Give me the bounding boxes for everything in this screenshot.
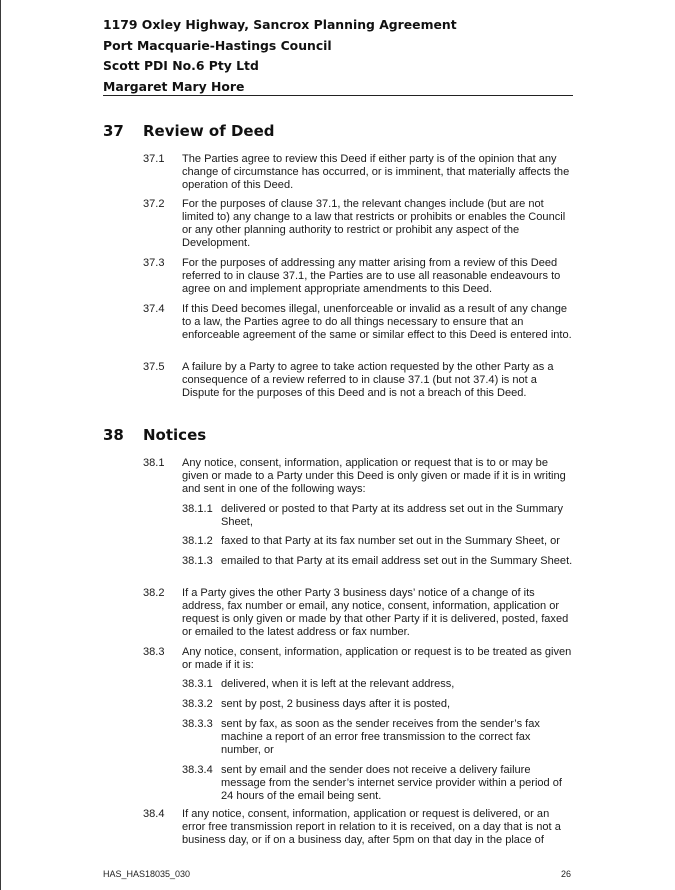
- clause-text: If any notice, consent, information, application or request is delivered, or an error free transmission report in relation to it is received, on a day that is not a business day, or if on a business day, after 5pm on that day in the place of: [182, 808, 561, 846]
- document-reference: HAS_HAS18035_030: [103, 869, 191, 879]
- section-heading-37: [103, 122, 573, 140]
- clause-38-2: [143, 587, 573, 639]
- page-edge: [0, 0, 1, 890]
- subclause-38-3-2: [182, 698, 573, 711]
- clause-text: If a Party gives the other Party 3 business days’ notice of a change of its address, fax number or email, any notice, consent, information, application or request is only given or made by that other Party if it is delivered, posted, faxed or emailed to the latest address or fax number.: [182, 587, 569, 638]
- clause-number: 37.4: [143, 303, 165, 315]
- subclause-number: 38.1.2: [182, 535, 213, 547]
- document-header: [103, 15, 573, 97]
- subclause-38-3-1: [182, 678, 573, 691]
- header-line-owner: Margaret Mary Hore: [103, 78, 245, 94]
- clause-text: A failure by a Party to agree to take action requested by the other Party as a consequence of a review referred to in clause 37.1 (but not 37.4) is not a Dispute for the purposes of this Deed and is not a breach of this Deed.: [182, 361, 554, 399]
- clause-number: 37.2: [143, 198, 165, 210]
- clause-38-3: [143, 646, 573, 672]
- clause-number: 37.3: [143, 257, 165, 269]
- section-number: 38: [103, 426, 124, 444]
- subclause-text: sent by email and the sender does not receive a delivery failure message from the sender’s internet service provider within a period of 24 hours of the email being sent.: [221, 764, 562, 802]
- clause-37-3: [143, 257, 573, 296]
- clause-text: For the purposes of clause 37.1, the relevant changes include (but are not limited to) any change to a law that restricts or prohibits or enables the Council or any other planning authority to restrict or prohibit any aspect of the Development.: [182, 198, 566, 249]
- subclause-number: 38.3.3: [182, 718, 213, 730]
- subclause-number: 38.3.1: [182, 678, 213, 690]
- clause-37-1: [143, 153, 573, 192]
- clause-38-1: [143, 457, 573, 496]
- clause-number: 37.1: [143, 153, 165, 165]
- subclause-text: faxed to that Party at its fax number set out in the Summary Sheet, or: [221, 535, 560, 547]
- subclause-text: delivered, when it is left at the relevant address,: [221, 678, 455, 690]
- clause-number: 38.4: [143, 808, 165, 820]
- subclause-text: delivered or posted to that Party at its address set out in the Summary Sheet,: [221, 503, 564, 528]
- subclause-text: sent by fax, as soon as the sender receives from the sender’s fax machine a report of an error free transmission to the correct fax number, or: [221, 718, 540, 756]
- clause-number: 37.5: [143, 361, 165, 373]
- subclause-38-1-1: [182, 503, 573, 529]
- clause-37-2: [143, 198, 573, 250]
- subclause-38-1-2: [182, 535, 573, 548]
- section-heading-38: [103, 426, 573, 444]
- clause-38-4: [143, 808, 573, 847]
- subclause-number: 38.3.4: [182, 764, 213, 776]
- subclause-38-1-3: [182, 555, 573, 568]
- clause-37-4: [143, 303, 573, 342]
- subclause-text: emailed to that Party at its email address set out in the Summary Sheet.: [221, 555, 573, 567]
- clause-text: If this Deed becomes illegal, unenforceable or invalid as a result of any change to a law, the Parties agree to do all things necessary to ensure that an enforceable agreement of the same or similar effect to this Deed is entered into.: [182, 303, 572, 341]
- header-line-agreement: 1179 Oxley Highway, Sancrox Planning Agreement: [103, 17, 457, 32]
- clause-text: Any notice, consent, information, application or request is to be treated as given or made if it is:: [182, 646, 572, 671]
- section-number: 37: [103, 122, 124, 140]
- subclause-38-3-3: [182, 718, 573, 757]
- section-title: Notices: [143, 426, 207, 444]
- subclause-number: 38.3.2: [182, 698, 213, 710]
- subclause-38-3-4: [182, 764, 573, 803]
- clause-number: 38.2: [143, 587, 165, 599]
- subclause-text: sent by post, 2 business days after it is posted,: [221, 698, 451, 710]
- page-number: 26: [561, 869, 572, 879]
- subclause-number: 38.1.3: [182, 555, 213, 567]
- clause-text: For the purposes of addressing any matter arising from a review of this Deed referred to in clause 37.1, the Parties are to use all reasonable endeavours to agree on and implement appropriate amendments to this Deed.: [182, 257, 561, 295]
- section-title: Review of Deed: [143, 122, 275, 140]
- header-line-council: Port Macquarie-Hastings Council: [103, 37, 332, 53]
- clause-number: 38.1: [143, 457, 165, 469]
- clause-text: The Parties agree to review this Deed if either party is of the opinion that any change of circumstance has occurred, or is imminent, that materially affects the operation of this Deed.: [182, 153, 570, 191]
- clause-text: Any notice, consent, information, application or request that is to or may be given or made to a Party under this Deed is only given or made if it is in writing and sent in one of the following ways:: [182, 457, 566, 495]
- clause-number: 38.3: [143, 646, 165, 658]
- subclause-number: 38.1.1: [182, 503, 213, 515]
- header-divider: [103, 95, 573, 96]
- clause-37-5: [143, 361, 573, 400]
- header-line-company: Scott PDI No.6 Pty Ltd: [103, 58, 259, 73]
